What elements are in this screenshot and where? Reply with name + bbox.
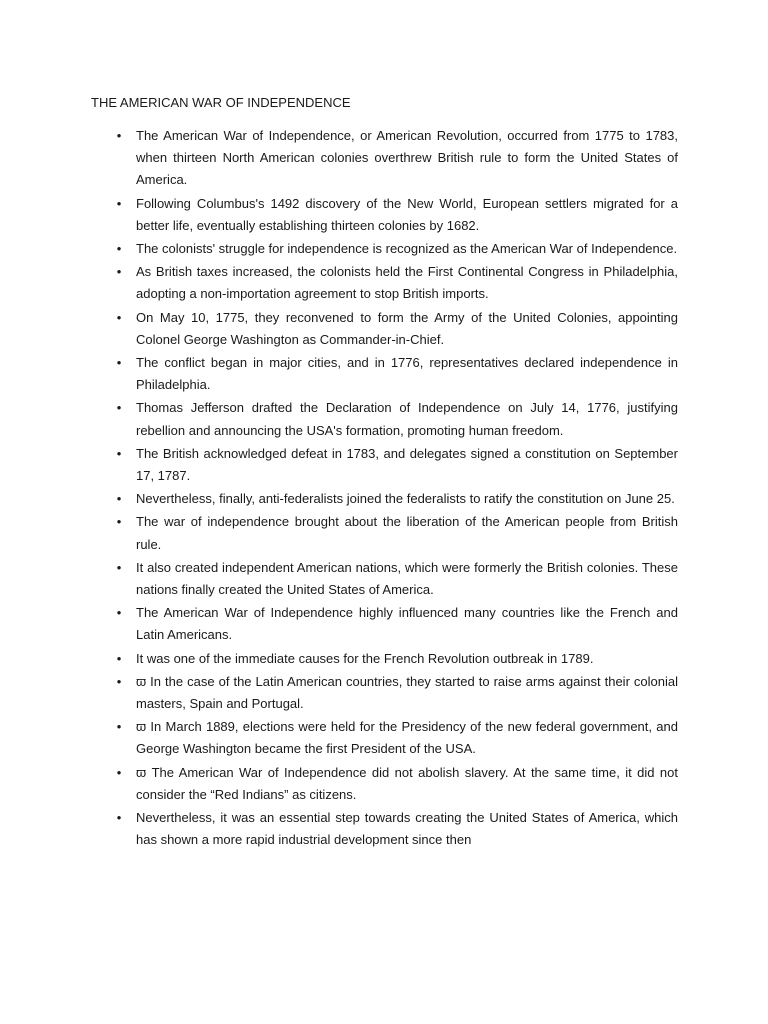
bullet-icon: • (116, 264, 122, 280)
list-item-text: The American War of Independence highly influenced many countries like the French and Latin Americans. (136, 605, 678, 643)
list-item (91, 307, 678, 351)
bullet-icon: • (116, 605, 122, 621)
bullet-icon: • (116, 559, 122, 575)
bullet-icon: • (116, 650, 122, 666)
bullet-icon: • (116, 673, 122, 689)
bullet-icon: • (116, 764, 122, 780)
list-item-text: Nevertheless, it was an essential step towards creating the United States of America, which has shown a more rapid industrial development since then (136, 810, 678, 848)
bullet-icon: • (116, 514, 122, 530)
list-item-text: The British acknowledged defeat in 1783, and delegates signed a constitution on September 17, 1787. (136, 445, 678, 484)
list-item (91, 261, 678, 305)
bullet-icon: • (116, 719, 122, 735)
list-item-text: ϖ The American War of Independence did not abolish slavery. At the same time, it did not consider the “Red Indians” as citizens. (136, 764, 678, 802)
list-item (91, 807, 678, 851)
list-item-text: The war of independence brought about the liberation of the American people from British rule. (136, 514, 678, 552)
bullet-icon: • (116, 309, 122, 325)
bullet-icon: • (116, 195, 122, 211)
list-item (91, 443, 678, 487)
list-item (91, 488, 678, 510)
list-item-text: Nevertheless, finally, anti-federalists joined the federalists to ratify the constitution on June 25. (136, 491, 675, 507)
list-item-text: ϖ In the case of the Latin American countries, they started to raise arms against their colonial masters, Spain and Portugal. (136, 673, 678, 712)
bullet-icon: • (116, 241, 122, 257)
list-item (91, 671, 678, 715)
list-item (91, 762, 678, 806)
list-item (91, 716, 678, 760)
list-item (91, 125, 678, 192)
list-item-text: It was one of the immediate causes for the French Revolution outbreak in 1789. (136, 650, 594, 666)
list-item-text: The conflict began in major cities, and in 1776, representatives declared independence in Philadelphia. (136, 355, 678, 393)
list-item (91, 557, 678, 601)
list-item-text: As British taxes increased, the colonists held the First Continental Congress in Philadelphia, adopting a non-importation agreement to stop British imports. (136, 264, 678, 302)
list-item-text: The colonists' struggle for independence is recognized as the American War of Independence. (136, 241, 678, 257)
list-item-text: The American War of Independence, or American Revolution, occurred from 1775 to 1783, when thirteen North American colonies overthrew British rule to form the United States of America. (136, 128, 678, 188)
list-item-text: It also created independent American nations, which were formerly the British colonies. These nations finally created the United States of America. (136, 559, 678, 598)
list-item (91, 602, 678, 646)
document-title: THE AMERICAN WAR OF INDEPENDENCE (91, 95, 351, 110)
list-item (91, 238, 678, 260)
list-item-text: Following Columbus's 1492 discovery of the New World, European settlers migrated for a better life, eventually establishing thirteen colonies by 1682. (136, 195, 678, 233)
list-item (91, 648, 678, 670)
bullet-icon: • (116, 128, 122, 143)
list-item-text: On May 10, 1775, they reconvened to form the Army of the United Colonies, appointing Colonel George Washington as Commander-in-Chief. (136, 309, 678, 347)
bullet-icon: • (116, 445, 122, 461)
bullet-list (91, 125, 678, 853)
list-item-text: ϖ In March 1889, elections were held for the Presidency of the new federal government, and George Washington became the first President of the USA. (136, 719, 678, 757)
list-item (91, 397, 678, 441)
list-item-text: Thomas Jefferson drafted the Declaration of Independence on July 14, 1776, justifying rebellion and announcing the USA's formation, promoting human freedom. (136, 400, 678, 438)
list-item (91, 511, 678, 555)
bullet-icon: • (116, 491, 122, 507)
list-item (91, 352, 678, 396)
bullet-icon: • (116, 810, 122, 826)
bullet-icon: • (116, 400, 122, 416)
bullet-icon: • (116, 355, 122, 371)
list-item (91, 193, 678, 237)
